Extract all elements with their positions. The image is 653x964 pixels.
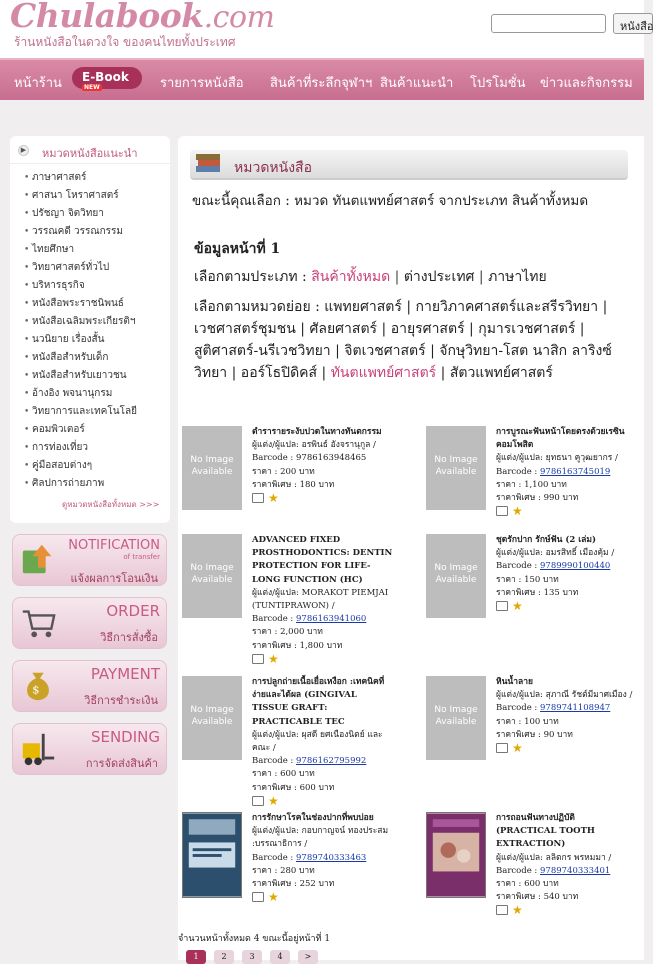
sidebar-header <box>10 136 170 164</box>
product-special-price: ราคาพิเศษ : 540 บาท <box>496 892 579 903</box>
no-image-text: No Image Available <box>434 563 478 585</box>
bullet-icon: • <box>24 209 30 219</box>
sidebar-item-label: ไทยศึกษา <box>32 244 75 255</box>
product-image[interactable] <box>182 676 242 760</box>
new-badge: NEW <box>84 84 100 91</box>
filter-cat-option[interactable]: ออร์โธปิดิคส์ <box>240 365 318 381</box>
filter-cat-option[interactable]: ทันตแพทย์ศาสตร์ <box>330 365 437 381</box>
product-author: ผู้แต่ง/ผู้แปล: อมรสิทธิ์ เมืองคุ้ม / <box>496 548 615 559</box>
bullet-icon: • <box>24 389 30 399</box>
product-barcode <box>252 452 394 465</box>
product-title[interactable]: การรักษาโรคในช่องปากที่พบบ่อย <box>252 813 374 823</box>
sidebar-item-label: นวนิยาย เรื่องสั้น <box>32 334 105 345</box>
nav-souvenirs[interactable]: สินค้าที่ระลึกจุฬาฯ <box>270 76 373 91</box>
filter-cat-option[interactable]: จิตเวชศาสตร์ <box>344 343 426 359</box>
product-price: ราคา : 200 บาท <box>252 466 315 477</box>
nav-ebook-label: E-Book <box>82 70 129 84</box>
barcode-label: Barcode : <box>252 614 296 625</box>
product-price: ราคา : 150 บาท <box>496 574 559 585</box>
selection-summary: ขณะนี้คุณเลือก : หมวด ทันตแพทย์ศาสตร์ จากประเภท สินค้าทั้งหมด <box>192 193 589 209</box>
bullet-icon: • <box>24 245 30 255</box>
sidebar-item[interactable] <box>24 260 137 278</box>
barcode-value: 9786163948465 <box>296 453 367 464</box>
sidebar-item[interactable] <box>24 386 137 404</box>
sidebar-item[interactable] <box>24 422 137 440</box>
logo-main-text: Chulabook <box>10 0 204 35</box>
product-title[interactable]: การถอนฟันทางปฏิบัติ (PRACTICAL TOOTH EXTRACTION) <box>496 813 595 850</box>
barcode-link[interactable]: 9789741108947 <box>540 703 611 714</box>
banner-label: แจ้งผลการโอนเงิน <box>70 572 158 585</box>
star-icon[interactable]: ★ <box>268 890 279 905</box>
page-button-2[interactable]: 2 <box>214 950 234 964</box>
product-barcode <box>496 702 638 715</box>
product-price: ราคา : 1,100 บาท <box>496 479 567 490</box>
page-button-1[interactable]: 1 <box>186 950 206 964</box>
barcode-label: Barcode : <box>496 561 540 572</box>
barcode-link[interactable]: 9789740333463 <box>296 852 367 863</box>
star-icon[interactable]: ★ <box>512 741 523 756</box>
sidebar-item-label: อ้างอิง พจนานุกรม <box>32 388 113 399</box>
cart-icon[interactable] <box>252 796 264 806</box>
main-content <box>178 136 644 960</box>
sidebar-item[interactable] <box>24 404 137 422</box>
site-header <box>0 0 653 58</box>
no-image-text: No Image Available <box>190 705 234 727</box>
product-special-price: ราคาพิเศษ : 1,800 บาท <box>252 640 343 651</box>
star-icon[interactable]: ★ <box>268 793 279 808</box>
nav-recommended[interactable]: สินค้าแนะนำ <box>380 76 454 91</box>
cart-icon[interactable] <box>252 654 264 664</box>
notification-banner[interactable] <box>12 534 167 586</box>
banner-title: PAYMENT <box>90 665 160 683</box>
star-icon[interactable]: ★ <box>268 651 279 666</box>
sidebar-item[interactable] <box>24 206 137 224</box>
sidebar-item[interactable] <box>24 188 137 206</box>
pagination-summary: จำนวนหน้าทั้งหมด 4 ขณะนี้อยู่หน้าที่ 1 <box>178 934 331 944</box>
logo-tld-text: .com <box>203 0 275 35</box>
product-image[interactable] <box>182 426 242 510</box>
barcode-link[interactable]: 9786163941060 <box>296 614 367 625</box>
cart-icon[interactable] <box>496 905 508 915</box>
sidebar-item-label: วิทยาศาสตร์ทั่วไป <box>32 262 110 273</box>
bullet-icon: • <box>24 461 30 471</box>
filter-cat-option[interactable]: กายวิภาคศาสตร์และสรีรวิทยา <box>415 299 599 315</box>
books-icon <box>194 148 224 176</box>
bullet-icon: • <box>24 227 30 237</box>
cart-icon[interactable] <box>496 743 508 753</box>
sidebar-item-label: หนังสือสำหรับเยาวชน <box>32 370 127 381</box>
barcode-label: Barcode : <box>252 852 296 863</box>
filter-cat-option[interactable]: อายุรศาสตร์ <box>390 321 465 337</box>
filter-cat-option[interactable]: เวชศาสตร์ชุมชน <box>194 321 296 337</box>
bullet-icon: • <box>24 173 30 183</box>
category-list <box>24 170 137 494</box>
no-image-text: No Image Available <box>190 563 234 585</box>
product-price: ราคา : 280 บาท <box>252 865 315 876</box>
order-banner[interactable] <box>12 597 167 649</box>
filter-cat-option[interactable]: สูติศาสตร์-นรีเวชวิทยา <box>194 343 331 359</box>
product-title[interactable]: ชุดรักปาก รักษ์ฟัน (2 เล่ม) <box>496 535 597 545</box>
page-info: ข้อมูลหน้าที่ 1 <box>194 241 281 257</box>
sidebar-item[interactable] <box>24 296 137 314</box>
bullet-icon: • <box>24 443 30 453</box>
no-image-text: No Image Available <box>434 455 478 477</box>
product-title[interactable]: การบูรณะฟันหน้าโดยตรงด้วยเรซินคอมโพสิต <box>496 427 625 451</box>
bullet-icon: • <box>24 479 30 489</box>
cart-icon[interactable] <box>496 506 508 516</box>
banner-label: การจัดส่งสินค้า <box>85 757 158 770</box>
cart-icon[interactable] <box>496 601 508 611</box>
sidebar-item[interactable] <box>24 224 137 242</box>
section-title: หมวดหนังสือ <box>234 160 312 176</box>
bullet-icon: • <box>24 191 30 201</box>
barcode-label: Barcode : <box>252 756 296 767</box>
product-title[interactable]: การปลูกถ่ายเนื้อเยื่อเหงือก :เทคนิคที่ง่ายและได้ผล (GINGIVAL TISSUE GRAFT: PRACTICABLE TEC <box>252 677 385 727</box>
sidebar-item-label: วิทยาการและเทคโนโลยี <box>32 406 137 417</box>
money-bag-icon <box>19 667 57 705</box>
bullet-icon: • <box>24 263 30 273</box>
no-image-text: No Image Available <box>190 455 234 477</box>
sidebar-item-label: บริหารธุรกิจ <box>32 280 85 291</box>
sidebar-item[interactable] <box>24 476 137 494</box>
barcode-link[interactable]: 9786162795992 <box>296 756 367 767</box>
sidebar-item[interactable] <box>24 170 137 188</box>
main-nav <box>0 58 644 100</box>
product-price: ราคา : 100 บาท <box>496 716 559 727</box>
bullet-icon: • <box>24 425 30 435</box>
site-tagline: ร้านหนังสือในดวงใจ ของคนไทยทั้งประเทศ <box>14 35 236 49</box>
product-barcode <box>496 560 638 573</box>
sidebar-item[interactable] <box>24 368 137 386</box>
filter-by-type: เลือกตามประเภท : สินค้าทั้งหมด | ต่างประเทศ | ภาษาไทย <box>194 269 547 285</box>
product-image[interactable] <box>426 534 486 618</box>
product-barcode <box>496 466 638 479</box>
cart-icon[interactable] <box>252 493 264 503</box>
filter-cat-option[interactable]: ศัลยศาสตร์ <box>309 321 378 337</box>
search-input[interactable] <box>491 14 606 33</box>
product-title[interactable]: ADVANCED FIXED PROSTHODONTICS: DENTIN PROTECTION FOR LIFE-LONG FUNCTION (HC) <box>252 535 393 585</box>
sidebar-item[interactable] <box>24 242 137 260</box>
star-icon[interactable]: ★ <box>268 491 279 506</box>
filter-by-subcategory: เลือกตามหมวดย่อย : แพทยศาสตร์ | กายวิภาคศาสตร์และสรีรวิทยา | เวชศาสตร์ชุมชน | ศัลยศาสตร์ | อายุรศาสตร์ | กุมารเวชศาสตร์ | สูติศาสตร์-นรีเวชวิทยา | จิตเวชศาสตร์ | จักษุวิทยา-โสต นาสิก ลาริงซ์วิทยา | ออร์โธปิดิคส์ | ทันตแพทย์ศาสตร์ | สัตวแพทย์ศาสตร์ <box>194 299 612 381</box>
product-image[interactable] <box>426 426 486 510</box>
barcode-label: Barcode : <box>496 466 540 477</box>
page-button-4[interactable]: 4 <box>270 950 290 964</box>
section-header <box>190 150 628 180</box>
pagination <box>186 950 318 964</box>
site-logo[interactable] <box>10 0 275 35</box>
product-barcode <box>252 755 394 768</box>
product-author: ผู้แต่ง/ผู้แปล: ลลิตกร พรหมมา / <box>496 852 612 863</box>
forklift-icon <box>19 730 57 768</box>
product-barcode <box>252 613 394 626</box>
product-special-price: ราคาพิเศษ : 90 บาท <box>496 729 573 740</box>
bullet-icon: • <box>24 407 30 417</box>
no-image-text: No Image Available <box>434 705 478 727</box>
product-author: ผู้แต่ง/ผู้แปล: ยุทธนา คูวุฒยากร / <box>496 453 618 464</box>
sidebar-item[interactable] <box>24 458 137 476</box>
nav-book-list[interactable]: รายการหนังสือ <box>160 76 244 91</box>
sidebar-item-label: หนังสือพระราชนิพนธ์ <box>32 298 124 309</box>
barcode-label: Barcode : <box>496 865 540 876</box>
sidebar-item[interactable] <box>24 440 137 458</box>
sidebar-item-label: คอมพิวเตอร์ <box>32 424 85 435</box>
book-cover-image[interactable] <box>182 812 242 898</box>
sidebar-item-label: ศาสนา โหราศาสตร์ <box>32 190 119 201</box>
svg-text:$: $ <box>32 682 40 697</box>
product-title[interactable]: ตำรารายระงับปวดในทางทันตกรรม <box>252 427 382 437</box>
filter-type-option[interactable]: สินค้าทั้งหมด <box>311 269 391 285</box>
product-barcode <box>252 852 394 865</box>
barcode-link[interactable]: 9786163745019 <box>540 466 611 477</box>
product-special-price: ราคาพิเศษ : 135 บาท <box>496 587 579 598</box>
bullet-icon: • <box>24 335 30 345</box>
bullet-icon: • <box>24 317 30 327</box>
filter-cat-option[interactable]: จักษุวิทยา-โสต นาสิก ลาริงซ์วิทยา <box>194 343 612 381</box>
product-author: ผู้แต่ง/ผู้แปล: MORAKOT PIEMJAI (TUNTIPRAWON) / <box>252 587 389 612</box>
product-price: ราคา : 2,000 บาท <box>252 627 323 638</box>
sidebar-item[interactable] <box>24 314 137 332</box>
book-cover-image[interactable] <box>426 812 486 898</box>
sidebar-item-label: ศิลปการถ่ายภาพ <box>32 478 105 489</box>
sidebar-item-label: หนังสือเฉลิมพระเกียรติฯ <box>32 316 136 327</box>
nav-promotions[interactable]: โปรโมชั่น <box>470 76 526 91</box>
sidebar-item-label: ปรัชญา จิตวิทยา <box>32 208 104 219</box>
sidebar-item-label: คู่มือสอบต่างๆ <box>32 460 93 471</box>
banner-title: ORDER <box>106 602 160 620</box>
banner-subtitle: of transfer <box>123 553 160 561</box>
sidebar-item[interactable] <box>24 332 137 350</box>
shopping-cart-icon <box>19 604 57 642</box>
category-sidebar <box>10 136 170 523</box>
cart-icon[interactable] <box>252 892 264 902</box>
sidebar-item-label: ภาษาศาสตร์ <box>32 172 87 183</box>
product-barcode <box>496 865 638 878</box>
filter-cat-option[interactable]: แพทยศาสตร์ <box>324 299 402 315</box>
banner-label: วิธีการชำระเงิน <box>84 694 158 707</box>
sidebar-item-label: การท่องเที่ยว <box>32 442 89 453</box>
product-special-price: ราคาพิเศษ : 180 บาท <box>252 479 335 490</box>
bullet-icon: • <box>24 281 30 291</box>
product-author: ผู้แต่ง/ผู้แปล: สุภาณี รัชต์มีมาศเมือง / <box>496 690 633 701</box>
page-button-3[interactable]: 3 <box>242 950 262 964</box>
sidebar-item[interactable] <box>24 278 137 296</box>
all-categories-link[interactable]: ดูหมวดหนังสือทั้งหมด >>> <box>62 500 160 509</box>
star-icon[interactable]: ★ <box>512 903 523 918</box>
filter-type-option[interactable]: ต่างประเทศ <box>403 269 475 285</box>
product-author: ผู้แต่ง/ผู้แปล: ผุสดี ยศเนืองนิตย์ และคณะ / <box>252 729 383 754</box>
sidebar-title: หมวดหนังสือแนะนำ <box>42 147 138 160</box>
nav-ebook[interactable] <box>72 67 142 89</box>
product-special-price: ราคาพิเศษ : 990 บาท <box>496 493 579 504</box>
barcode-link[interactable]: 9789990100440 <box>540 561 611 572</box>
bullet-icon: • <box>24 299 30 309</box>
arrow-right-icon: ▶ <box>18 145 29 156</box>
bullet-icon: • <box>24 371 30 381</box>
banner-title: SENDING <box>90 728 160 746</box>
nav-news[interactable]: ข่าวและกิจกรรม <box>540 76 633 91</box>
product-author: ผู้แต่ง/ผู้แปล: อรพินธ์ อังจรานุกูล / <box>252 440 376 451</box>
filter-cat-option[interactable]: สัตวแพทย์ศาสตร์ <box>449 365 553 381</box>
search-button[interactable]: หนังสือ <box>613 13 653 34</box>
barcode-link[interactable]: 9789740333401 <box>540 865 611 876</box>
filter-type-label: เลือกตามประเภท : <box>194 269 312 285</box>
barcode-label: Barcode : <box>252 453 296 464</box>
filter-type-option[interactable]: ภาษาไทย <box>488 269 547 285</box>
nav-home[interactable]: หน้าร้าน <box>14 76 62 91</box>
product-special-price: ราคาพิเศษ : 600 บาท <box>252 782 335 793</box>
product-price: ราคา : 600 บาท <box>496 879 559 890</box>
product-image[interactable] <box>426 676 486 760</box>
sidebar-item-label: หนังสือสำหรับเด็ก <box>32 352 109 363</box>
product-title[interactable]: หินน้ำลาย <box>496 677 533 687</box>
product-image[interactable] <box>182 534 242 618</box>
payment-banner[interactable] <box>12 660 167 712</box>
star-icon[interactable]: ★ <box>512 504 523 519</box>
sidebar-item-label: วรรณคดี วรรณกรรม <box>32 226 124 237</box>
banner-title: NOTIFICATION <box>68 538 160 553</box>
next-page-button[interactable]: > <box>298 950 318 964</box>
filter-cat-option[interactable]: กุมารเวชศาสตร์ <box>478 321 576 337</box>
product-author: ผู้แต่ง/ผู้แปล: กอบกาญจน์ ทองประสม :บรรณาธิการ / <box>252 826 389 850</box>
banner-label: วิธีการสั่งซื้อ <box>100 631 158 644</box>
product-special-price: ราคาพิเศษ : 252 บาท <box>252 879 335 890</box>
bullet-icon: • <box>24 353 30 363</box>
product-price: ราคา : 600 บาท <box>252 769 315 780</box>
sending-banner[interactable] <box>12 723 167 775</box>
barcode-label: Barcode : <box>496 703 540 714</box>
transfer-arrows-icon <box>19 541 57 579</box>
sidebar-item[interactable] <box>24 350 137 368</box>
star-icon[interactable]: ★ <box>512 599 523 614</box>
filter-cat-label: เลือกตามหมวดย่อย : <box>194 299 325 315</box>
